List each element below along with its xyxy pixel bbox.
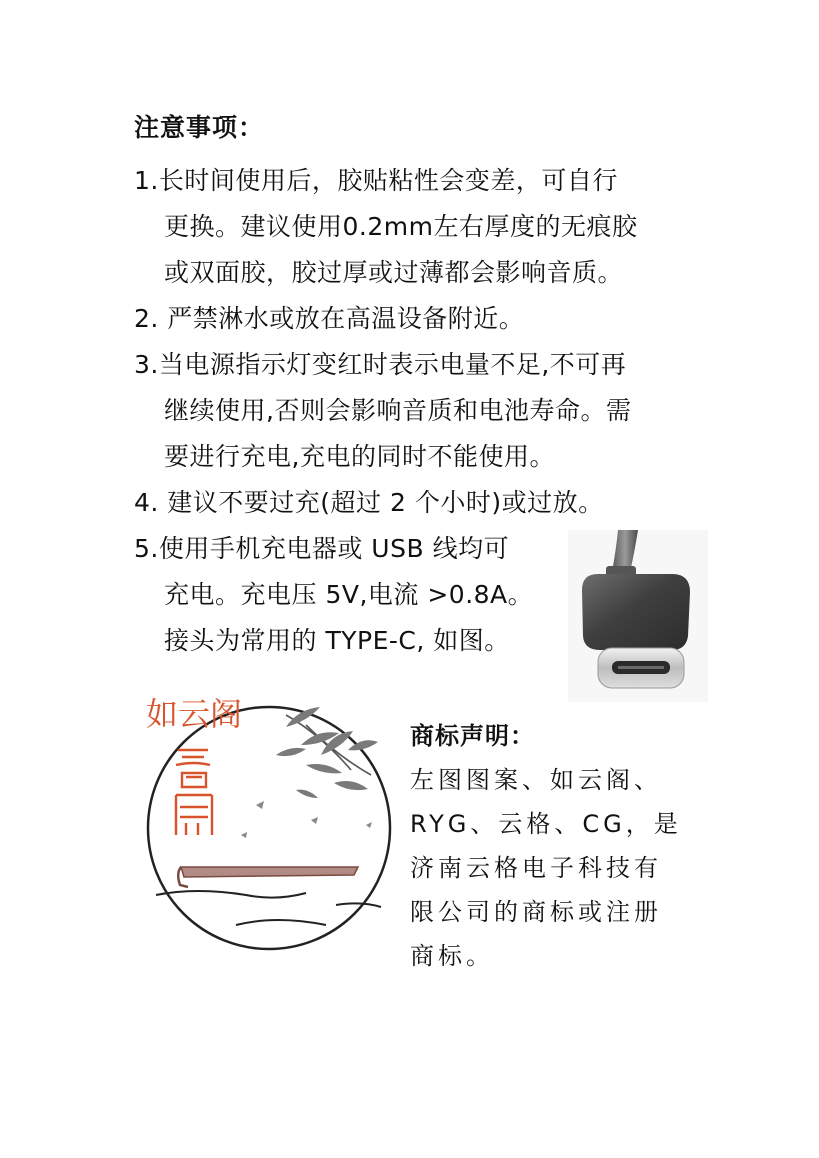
notice-line: 继续使用,否则会影响音质和电池寿命。需 <box>164 396 632 425</box>
trademark-line: 左图图案、如云阁、 <box>410 766 662 794</box>
trademark-title: 商标声明： <box>410 722 535 750</box>
notice-line: 1.长时间使用后，胶贴粘性会变差，可自行 <box>134 166 618 195</box>
notice-line: 充电。充电压 5V,电流 >0.8A。 <box>164 580 534 609</box>
ruyunge-logo-image <box>136 695 398 955</box>
notice-line: 4. 建议不要过充(超过 2 个小时)或过放。 <box>134 488 604 517</box>
notice-line: 接头为常用的 TYPE-C, 如图。 <box>164 626 510 655</box>
trademark-line: 商标。 <box>410 942 494 970</box>
notice-line: 2. 严禁淋水或放在高温设备附近。 <box>134 304 525 333</box>
notice-line: 更换。建议使用0.2mm左右厚度的无痕胶 <box>164 212 638 241</box>
trademark-line: RYG、云格、CG，是 <box>410 810 682 838</box>
notice-line: 3.当电源指示灯变红时表示电量不足,不可再 <box>134 350 627 379</box>
usb-type-c-connector-image <box>568 530 708 702</box>
notice-line: 要进行充电,充电的同时不能使用。 <box>164 442 555 471</box>
notice-title: 注意事项： <box>134 113 265 142</box>
trademark-line: 限公司的商标或注册 <box>410 898 662 926</box>
notice-line: 或双面胶，胶过厚或过薄都会影响音质。 <box>164 258 624 287</box>
seal-text: 如云阁 <box>145 695 243 733</box>
trademark-line: 济南云格电子科技有 <box>410 854 662 882</box>
notice-line: 5.使用手机充电器或 USB 线均可 <box>134 534 510 563</box>
